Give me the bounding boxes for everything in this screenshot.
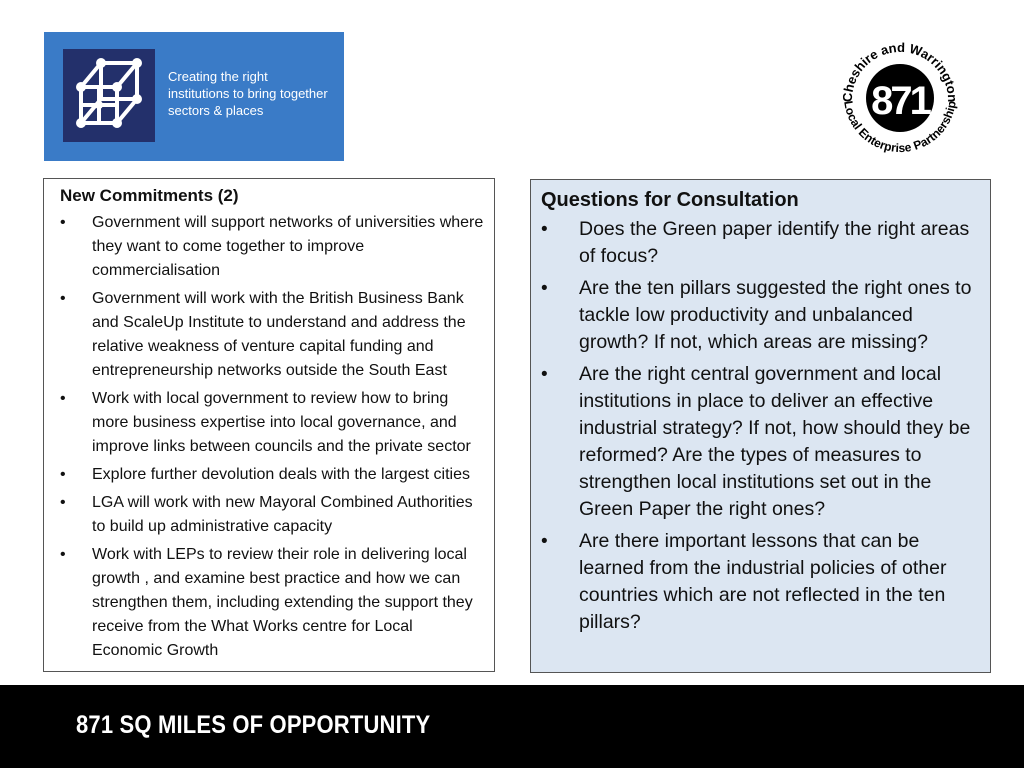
consultation-questions-panel bbox=[530, 179, 991, 673]
new-commitments-list bbox=[60, 211, 484, 663]
list-item bbox=[60, 211, 484, 283]
list-item-text: Are the ten pillars suggested the right ones to tackle low productivity and unbalanced growth? If not, which areas are missing? bbox=[579, 277, 972, 353]
bullet: • bbox=[541, 278, 548, 299]
new-commitments-title: New Commitments (2) bbox=[60, 186, 239, 205]
list-item bbox=[60, 463, 484, 487]
logo-number: 871 bbox=[871, 79, 929, 123]
bullet: • bbox=[60, 494, 66, 511]
list-item-text: Government will work with the British Business Bank and ScaleUp Institute to understand and address the relative weakness of venture capital funding and entrepreneurship networks outside the South East bbox=[92, 290, 466, 379]
list-item-text: Government will support networks of universities where they want to come together to improve commercialisation bbox=[92, 214, 484, 279]
list-item bbox=[541, 361, 978, 523]
logo-bottom-text: Local Enterprise Partnership bbox=[841, 99, 959, 156]
list-item bbox=[60, 287, 484, 383]
bullet: • bbox=[60, 546, 66, 563]
bullet: • bbox=[541, 531, 548, 552]
bullet: • bbox=[60, 390, 66, 407]
bullet: • bbox=[60, 290, 66, 307]
list-item-text: Does the Green paper identify the right areas of focus? bbox=[579, 218, 970, 267]
list-item bbox=[60, 387, 484, 459]
list-item bbox=[541, 528, 978, 636]
list-item-text: Work with local government to review how to bring more business expertise into local governance, and improve links between councils and the private sector bbox=[92, 390, 471, 455]
consultation-questions-list bbox=[541, 216, 978, 636]
cube-network-icon bbox=[63, 49, 155, 142]
list-item bbox=[60, 491, 484, 539]
lep-logo bbox=[832, 30, 968, 166]
bullet: • bbox=[541, 219, 548, 240]
list-item-text: Are there important lessons that can be learned from the industrial policies of other countries which are not reflected in the ten pillars? bbox=[579, 530, 947, 633]
bullet: • bbox=[60, 214, 66, 231]
header-banner bbox=[44, 32, 344, 161]
list-item-text: Work with LEPs to review their role in delivering local growth , and examine best practice and how we can strengthen them, including extending the support they receive from the What Works centre for Local Economic Growth bbox=[92, 546, 473, 659]
list-item-text: Explore further devolution deals with the largest cities bbox=[92, 466, 470, 483]
footer-bar bbox=[0, 685, 1024, 768]
list-item bbox=[541, 216, 978, 270]
bullet: • bbox=[541, 364, 548, 385]
new-commitments-panel bbox=[43, 178, 495, 672]
list-item-text: LGA will work with new Mayoral Combined Authorities to build up administrative capacity bbox=[92, 494, 473, 535]
list-item-text: Are the right central government and local institutions in place to deliver an effective industrial strategy? If not, how should they be reformed? Are the types of measures to strengthen local institutions set out in the Green Paper the right ones? bbox=[579, 363, 971, 520]
bullet: • bbox=[60, 466, 66, 483]
footer-tagline: 871 SQ MILES OF OPPORTUNITY bbox=[76, 711, 431, 739]
logo-top-text: Cheshire and Warrington bbox=[839, 39, 961, 103]
list-item bbox=[60, 543, 484, 663]
list-item bbox=[541, 275, 978, 356]
banner-text: Creating the right institutions to bring together sectors & places bbox=[168, 69, 328, 118]
consultation-questions-title: Questions for Consultation bbox=[541, 189, 799, 211]
